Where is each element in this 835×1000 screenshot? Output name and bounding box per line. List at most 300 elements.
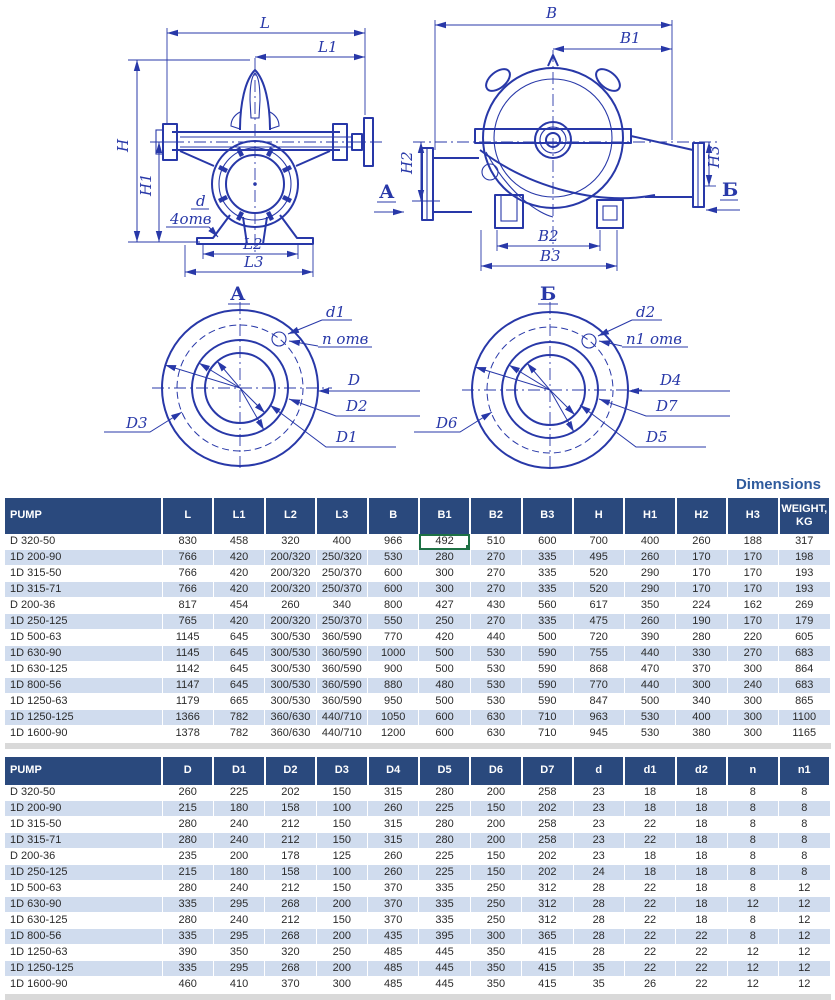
value-cell[interactable]: 430: [470, 598, 521, 614]
value-cell[interactable]: 440: [624, 646, 675, 662]
value-cell[interactable]: 485: [368, 945, 419, 961]
value-cell[interactable]: 300: [470, 929, 521, 945]
value-cell[interactable]: 22: [624, 945, 675, 961]
value-cell[interactable]: 8: [727, 881, 778, 897]
value-cell[interactable]: 8: [779, 865, 831, 881]
value-cell[interactable]: 240: [213, 913, 264, 929]
value-cell[interactable]: 18: [624, 801, 675, 817]
value-cell[interactable]: 520: [573, 582, 624, 598]
value-cell[interactable]: 12: [779, 929, 831, 945]
pump-name-cell[interactable]: 1D 315-50: [5, 566, 162, 582]
value-cell[interactable]: 22: [624, 833, 675, 849]
value-cell[interactable]: 8: [779, 833, 831, 849]
value-cell[interactable]: 150: [316, 881, 367, 897]
value-cell[interactable]: 200: [470, 833, 521, 849]
value-cell[interactable]: 335: [162, 961, 213, 977]
value-cell[interactable]: 270: [470, 566, 521, 582]
pump-name-cell[interactable]: D 200-36: [5, 598, 162, 614]
value-cell[interactable]: 315: [368, 785, 419, 801]
value-cell[interactable]: 268: [265, 929, 316, 945]
value-cell[interactable]: 212: [265, 833, 316, 849]
value-cell[interactable]: 212: [265, 881, 316, 897]
value-cell[interactable]: 400: [316, 534, 367, 550]
value-cell[interactable]: 260: [368, 865, 419, 881]
value-cell[interactable]: 370: [265, 977, 316, 993]
value-cell[interactable]: 260: [624, 550, 675, 566]
value-cell[interactable]: 300/530: [265, 694, 316, 710]
value-cell[interactable]: 200/320: [265, 550, 316, 566]
value-cell[interactable]: 370: [676, 662, 727, 678]
value-cell[interactable]: 350: [470, 945, 521, 961]
value-cell[interactable]: 335: [522, 550, 573, 566]
value-cell[interactable]: 317: [779, 534, 831, 550]
value-cell[interactable]: 550: [368, 614, 419, 630]
value-cell[interactable]: 28: [573, 897, 624, 913]
value-cell[interactable]: 475: [573, 614, 624, 630]
value-cell[interactable]: 100: [316, 801, 367, 817]
value-cell[interactable]: 600: [419, 726, 470, 742]
value-cell[interactable]: 500: [522, 630, 573, 646]
value-cell[interactable]: 193: [779, 566, 831, 582]
value-cell[interactable]: 18: [676, 817, 727, 833]
value-cell[interactable]: 410: [213, 977, 264, 993]
value-cell[interactable]: 530: [624, 710, 675, 726]
value-cell[interactable]: 12: [779, 945, 831, 961]
value-cell[interactable]: 335: [419, 897, 470, 913]
value-cell[interactable]: 250: [316, 945, 367, 961]
value-cell[interactable]: 817: [162, 598, 213, 614]
value-cell[interactable]: 420: [419, 630, 470, 646]
value-cell[interactable]: 950: [368, 694, 419, 710]
value-cell[interactable]: 258: [522, 833, 573, 849]
value-cell[interactable]: 295: [213, 897, 264, 913]
value-cell[interactable]: 300/530: [265, 662, 316, 678]
value-cell[interactable]: 766: [162, 582, 213, 598]
value-cell[interactable]: 300: [419, 566, 470, 582]
value-cell[interactable]: 370: [368, 881, 419, 897]
value-cell[interactable]: 1378: [162, 726, 213, 742]
value-cell[interactable]: 458: [213, 534, 264, 550]
value-cell[interactable]: 868: [573, 662, 624, 678]
value-cell[interactable]: 683: [779, 646, 831, 662]
selected-value-cell[interactable]: 492: [419, 534, 470, 550]
value-cell[interactable]: 170: [676, 550, 727, 566]
value-cell[interactable]: 220: [727, 630, 778, 646]
pump-name-cell[interactable]: 1D 630-90: [5, 897, 162, 913]
value-cell[interactable]: 1165: [779, 726, 831, 742]
value-cell[interactable]: 847: [573, 694, 624, 710]
value-cell[interactable]: 295: [213, 961, 264, 977]
value-cell[interactable]: 755: [573, 646, 624, 662]
pump-name-cell[interactable]: 1D 315-71: [5, 582, 162, 598]
value-cell[interactable]: 865: [779, 694, 831, 710]
value-cell[interactable]: 170: [727, 566, 778, 582]
value-cell[interactable]: 315: [368, 833, 419, 849]
value-cell[interactable]: 445: [419, 961, 470, 977]
value-cell[interactable]: 260: [162, 785, 213, 801]
value-cell[interactable]: 150: [470, 849, 521, 865]
value-cell[interactable]: 250/370: [316, 582, 367, 598]
value-cell[interactable]: 200: [316, 961, 367, 977]
value-cell[interactable]: 170: [676, 582, 727, 598]
value-cell[interactable]: 250: [470, 897, 521, 913]
value-cell[interactable]: 683: [779, 678, 831, 694]
value-cell[interactable]: 270: [470, 614, 521, 630]
value-cell[interactable]: 295: [213, 929, 264, 945]
value-cell[interactable]: 445: [419, 945, 470, 961]
value-cell[interactable]: 12: [779, 961, 831, 977]
value-cell[interactable]: 200: [470, 817, 521, 833]
value-cell[interactable]: 280: [162, 881, 213, 897]
value-cell[interactable]: 312: [522, 913, 573, 929]
value-cell[interactable]: 180: [213, 865, 264, 881]
value-cell[interactable]: 258: [522, 785, 573, 801]
value-cell[interactable]: 530: [368, 550, 419, 566]
value-cell[interactable]: 179: [779, 614, 831, 630]
value-cell[interactable]: 260: [368, 849, 419, 865]
value-cell[interactable]: 270: [470, 550, 521, 566]
value-cell[interactable]: 280: [419, 817, 470, 833]
value-cell[interactable]: 150: [470, 865, 521, 881]
pump-name-cell[interactable]: D 200-36: [5, 849, 162, 865]
pump-name-cell[interactable]: 1D 315-50: [5, 817, 162, 833]
value-cell[interactable]: 250: [470, 881, 521, 897]
value-cell[interactable]: 590: [522, 662, 573, 678]
value-cell[interactable]: 280: [419, 833, 470, 849]
value-cell[interactable]: 530: [470, 694, 521, 710]
value-cell[interactable]: 18: [624, 785, 675, 801]
value-cell[interactable]: 360/590: [316, 694, 367, 710]
value-cell[interactable]: 350: [624, 598, 675, 614]
value-cell[interactable]: 23: [573, 801, 624, 817]
value-cell[interactable]: 180: [213, 801, 264, 817]
value-cell[interactable]: 440: [470, 630, 521, 646]
pump-name-cell[interactable]: 1D 630-125: [5, 662, 162, 678]
value-cell[interactable]: 485: [368, 961, 419, 977]
value-cell[interactable]: 360/590: [316, 630, 367, 646]
value-cell[interactable]: 590: [522, 694, 573, 710]
pump-name-cell[interactable]: 1D 1250-125: [5, 710, 162, 726]
pump-name-cell[interactable]: 1D 1250-63: [5, 694, 162, 710]
value-cell[interactable]: 590: [522, 646, 573, 662]
value-cell[interactable]: 260: [265, 598, 316, 614]
value-cell[interactable]: 225: [419, 865, 470, 881]
value-cell[interactable]: 200: [213, 849, 264, 865]
value-cell[interactable]: 18: [624, 849, 675, 865]
value-cell[interactable]: 22: [624, 817, 675, 833]
value-cell[interactable]: 212: [265, 817, 316, 833]
value-cell[interactable]: 268: [265, 897, 316, 913]
value-cell[interactable]: 35: [573, 961, 624, 977]
value-cell[interactable]: 150: [316, 817, 367, 833]
value-cell[interactable]: 280: [419, 550, 470, 566]
value-cell[interactable]: 250/370: [316, 566, 367, 582]
value-cell[interactable]: 193: [779, 582, 831, 598]
value-cell[interactable]: 560: [522, 598, 573, 614]
value-cell[interactable]: 1145: [162, 646, 213, 662]
value-cell[interactable]: 300: [676, 678, 727, 694]
value-cell[interactable]: 23: [573, 817, 624, 833]
value-cell[interactable]: 162: [727, 598, 778, 614]
value-cell[interactable]: 260: [624, 614, 675, 630]
value-cell[interactable]: 420: [213, 550, 264, 566]
value-cell[interactable]: 963: [573, 710, 624, 726]
value-cell[interactable]: 100: [316, 865, 367, 881]
value-cell[interactable]: 280: [162, 833, 213, 849]
pump-name-cell[interactable]: 1D 250-125: [5, 865, 162, 881]
value-cell[interactable]: 28: [573, 913, 624, 929]
value-cell[interactable]: 500: [419, 694, 470, 710]
value-cell[interactable]: 8: [727, 849, 778, 865]
value-cell[interactable]: 370: [368, 897, 419, 913]
value-cell[interactable]: 22: [676, 977, 727, 993]
value-cell[interactable]: 8: [779, 817, 831, 833]
value-cell[interactable]: 18: [676, 849, 727, 865]
value-cell[interactable]: 320: [265, 945, 316, 961]
value-cell[interactable]: 200: [316, 929, 367, 945]
value-cell[interactable]: 170: [727, 550, 778, 566]
value-cell[interactable]: 590: [522, 678, 573, 694]
value-cell[interactable]: 22: [624, 913, 675, 929]
value-cell[interactable]: 600: [522, 534, 573, 550]
value-cell[interactable]: 28: [573, 881, 624, 897]
value-cell[interactable]: 280: [162, 913, 213, 929]
value-cell[interactable]: 23: [573, 833, 624, 849]
pump-name-cell[interactable]: 1D 1250-125: [5, 961, 162, 977]
value-cell[interactable]: 24: [573, 865, 624, 881]
value-cell[interactable]: 200/320: [265, 582, 316, 598]
value-cell[interactable]: 18: [676, 913, 727, 929]
value-cell[interactable]: 440/710: [316, 710, 367, 726]
value-cell[interactable]: 335: [419, 913, 470, 929]
value-cell[interactable]: 966: [368, 534, 419, 550]
value-cell[interactable]: 18: [624, 865, 675, 881]
pump-name-cell[interactable]: 1D 500-63: [5, 630, 162, 646]
value-cell[interactable]: 700: [573, 534, 624, 550]
value-cell[interactable]: 190: [676, 614, 727, 630]
value-cell[interactable]: 390: [162, 945, 213, 961]
value-cell[interactable]: 300: [419, 582, 470, 598]
value-cell[interactable]: 415: [522, 945, 573, 961]
value-cell[interactable]: 440: [624, 678, 675, 694]
value-cell[interactable]: 300: [727, 694, 778, 710]
value-cell[interactable]: 8: [727, 833, 778, 849]
value-cell[interactable]: 395: [419, 929, 470, 945]
value-cell[interactable]: 1366: [162, 710, 213, 726]
value-cell[interactable]: 150: [316, 785, 367, 801]
value-cell[interactable]: 1179: [162, 694, 213, 710]
pump-name-cell[interactable]: 1D 800-56: [5, 929, 162, 945]
value-cell[interactable]: 766: [162, 550, 213, 566]
value-cell[interactable]: 225: [213, 785, 264, 801]
value-cell[interactable]: 8: [779, 801, 831, 817]
value-cell[interactable]: 28: [573, 945, 624, 961]
value-cell[interactable]: 240: [213, 881, 264, 897]
value-cell[interactable]: 360/630: [265, 726, 316, 742]
value-cell[interactable]: 8: [727, 817, 778, 833]
value-cell[interactable]: 480: [419, 678, 470, 694]
value-cell[interactable]: 8: [727, 785, 778, 801]
value-cell[interactable]: 240: [727, 678, 778, 694]
pump-name-cell[interactable]: 1D 500-63: [5, 881, 162, 897]
value-cell[interactable]: 12: [727, 977, 778, 993]
value-cell[interactable]: 485: [368, 977, 419, 993]
value-cell[interactable]: 617: [573, 598, 624, 614]
value-cell[interactable]: 864: [779, 662, 831, 678]
value-cell[interactable]: 335: [162, 897, 213, 913]
value-cell[interactable]: 12: [779, 913, 831, 929]
value-cell[interactable]: 530: [470, 646, 521, 662]
value-cell[interactable]: 335: [162, 929, 213, 945]
value-cell[interactable]: 12: [727, 897, 778, 913]
value-cell[interactable]: 170: [676, 566, 727, 582]
value-cell[interactable]: 1050: [368, 710, 419, 726]
value-cell[interactable]: 212: [265, 913, 316, 929]
value-cell[interactable]: 427: [419, 598, 470, 614]
value-cell[interactable]: 530: [470, 662, 521, 678]
pump-name-cell[interactable]: 1D 1600-90: [5, 726, 162, 742]
value-cell[interactable]: 630: [470, 710, 521, 726]
value-cell[interactable]: 370: [368, 913, 419, 929]
value-cell[interactable]: 800: [368, 598, 419, 614]
value-cell[interactable]: 215: [162, 801, 213, 817]
value-cell[interactable]: 380: [676, 726, 727, 742]
value-cell[interactable]: 200: [470, 785, 521, 801]
value-cell[interactable]: 415: [522, 977, 573, 993]
pump-name-cell[interactable]: 1D 800-56: [5, 678, 162, 694]
value-cell[interactable]: 1000: [368, 646, 419, 662]
value-cell[interactable]: 400: [676, 710, 727, 726]
value-cell[interactable]: 300: [727, 710, 778, 726]
value-cell[interactable]: 500: [419, 646, 470, 662]
value-cell[interactable]: 454: [213, 598, 264, 614]
value-cell[interactable]: 150: [316, 833, 367, 849]
value-cell[interactable]: 830: [162, 534, 213, 550]
value-cell[interactable]: 340: [316, 598, 367, 614]
pump-name-cell[interactable]: D 320-50: [5, 534, 162, 550]
value-cell[interactable]: 158: [265, 801, 316, 817]
value-cell[interactable]: 500: [624, 694, 675, 710]
value-cell[interactable]: 335: [419, 881, 470, 897]
value-cell[interactable]: 240: [213, 833, 264, 849]
value-cell[interactable]: 360/590: [316, 662, 367, 678]
value-cell[interactable]: 28: [573, 929, 624, 945]
value-cell[interactable]: 460: [162, 977, 213, 993]
value-cell[interactable]: 22: [676, 945, 727, 961]
value-cell[interactable]: 23: [573, 785, 624, 801]
value-cell[interactable]: 400: [624, 534, 675, 550]
value-cell[interactable]: 360/630: [265, 710, 316, 726]
value-cell[interactable]: 312: [522, 881, 573, 897]
value-cell[interactable]: 495: [573, 550, 624, 566]
value-cell[interactable]: 420: [213, 614, 264, 630]
value-cell[interactable]: 12: [779, 881, 831, 897]
value-cell[interactable]: 335: [522, 614, 573, 630]
value-cell[interactable]: 170: [727, 582, 778, 598]
value-cell[interactable]: 8: [779, 849, 831, 865]
value-cell[interactable]: 420: [213, 566, 264, 582]
value-cell[interactable]: 500: [419, 662, 470, 678]
value-cell[interactable]: 268: [265, 961, 316, 977]
value-cell[interactable]: 600: [368, 582, 419, 598]
pump-name-cell[interactable]: 1D 630-90: [5, 646, 162, 662]
value-cell[interactable]: 269: [779, 598, 831, 614]
value-cell[interactable]: 600: [419, 710, 470, 726]
value-cell[interactable]: 765: [162, 614, 213, 630]
value-cell[interactable]: 270: [727, 646, 778, 662]
value-cell[interactable]: 300: [316, 977, 367, 993]
value-cell[interactable]: 290: [624, 582, 675, 598]
value-cell[interactable]: 766: [162, 566, 213, 582]
value-cell[interactable]: 200/320: [265, 566, 316, 582]
value-cell[interactable]: 1100: [779, 710, 831, 726]
value-cell[interactable]: 600: [368, 566, 419, 582]
value-cell[interactable]: 270: [470, 582, 521, 598]
value-cell[interactable]: 710: [522, 726, 573, 742]
value-cell[interactable]: 18: [676, 897, 727, 913]
value-cell[interactable]: 26: [624, 977, 675, 993]
value-cell[interactable]: 202: [265, 785, 316, 801]
value-cell[interactable]: 12: [779, 977, 831, 993]
value-cell[interactable]: 18: [676, 833, 727, 849]
value-cell[interactable]: 335: [522, 566, 573, 582]
value-cell[interactable]: 440/710: [316, 726, 367, 742]
pump-name-cell[interactable]: D 320-50: [5, 785, 162, 801]
value-cell[interactable]: 22: [624, 897, 675, 913]
value-cell[interactable]: 365: [522, 929, 573, 945]
value-cell[interactable]: 720: [573, 630, 624, 646]
value-cell[interactable]: 1142: [162, 662, 213, 678]
value-cell[interactable]: 150: [316, 913, 367, 929]
value-cell[interactable]: 770: [368, 630, 419, 646]
value-cell[interactable]: 215: [162, 865, 213, 881]
value-cell[interactable]: 782: [213, 710, 264, 726]
value-cell[interactable]: 18: [676, 865, 727, 881]
value-cell[interactable]: 12: [727, 961, 778, 977]
value-cell[interactable]: 530: [470, 678, 521, 694]
value-cell[interactable]: 250/320: [316, 550, 367, 566]
value-cell[interactable]: 258: [522, 817, 573, 833]
value-cell[interactable]: 8: [727, 865, 778, 881]
value-cell[interactable]: 280: [676, 630, 727, 646]
value-cell[interactable]: 225: [419, 801, 470, 817]
value-cell[interactable]: 645: [213, 662, 264, 678]
pump-name-cell[interactable]: 1D 1600-90: [5, 977, 162, 993]
value-cell[interactable]: 202: [522, 801, 573, 817]
pump-name-cell[interactable]: 1D 630-125: [5, 913, 162, 929]
value-cell[interactable]: 250: [419, 614, 470, 630]
value-cell[interactable]: 530: [624, 726, 675, 742]
value-cell[interactable]: 202: [522, 865, 573, 881]
value-cell[interactable]: 22: [624, 929, 675, 945]
value-cell[interactable]: 23: [573, 849, 624, 865]
value-cell[interactable]: 1145: [162, 630, 213, 646]
value-cell[interactable]: 8: [779, 785, 831, 801]
value-cell[interactable]: 770: [573, 678, 624, 694]
value-cell[interactable]: 350: [470, 977, 521, 993]
value-cell[interactable]: 645: [213, 678, 264, 694]
value-cell[interactable]: 235: [162, 849, 213, 865]
value-cell[interactable]: 198: [779, 550, 831, 566]
value-cell[interactable]: 12: [779, 897, 831, 913]
value-cell[interactable]: 340: [676, 694, 727, 710]
value-cell[interactable]: 35: [573, 977, 624, 993]
value-cell[interactable]: 335: [522, 582, 573, 598]
value-cell[interactable]: 300/530: [265, 630, 316, 646]
value-cell[interactable]: 300: [727, 726, 778, 742]
value-cell[interactable]: 420: [213, 582, 264, 598]
value-cell[interactable]: 630: [470, 726, 521, 742]
